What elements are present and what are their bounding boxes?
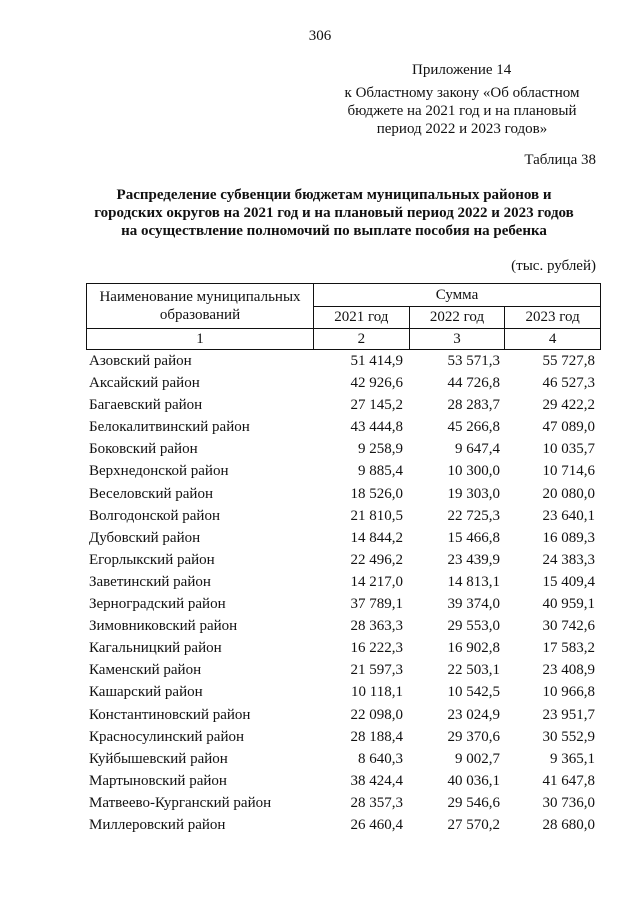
table-row	[86, 483, 601, 505]
law-reference-line: период 2022 и 2023 годов»	[376, 121, 548, 137]
title-line: Распределение субвенции бюджетам муниципальных районов и	[116, 187, 552, 203]
value-2023: 15 409,4	[542, 573, 595, 590]
value-2023: 28 680,0	[542, 816, 595, 833]
value-2022: 10 542,5	[447, 684, 500, 701]
table-row	[86, 637, 601, 659]
value-2021: 9 885,4	[358, 463, 403, 480]
header-sum-column: Сумма	[314, 284, 601, 307]
value-2021: 26 460,4	[350, 816, 403, 833]
value-2022: 15 466,8	[447, 529, 500, 546]
table-row	[86, 571, 601, 593]
municipality-name: Кашарский район	[89, 684, 203, 701]
value-2023: 16 089,3	[542, 529, 595, 546]
value-2022: 53 571,3	[447, 353, 500, 369]
table-row	[86, 416, 601, 438]
value-2023: 23 640,1	[542, 507, 595, 524]
value-2023: 24 383,3	[542, 551, 595, 568]
table-row	[86, 460, 601, 482]
municipality-name: Матвеево-Курганский район	[89, 794, 272, 811]
value-2021: 21 597,3	[350, 662, 403, 679]
value-2022: 22 725,3	[447, 507, 500, 524]
table-row	[86, 593, 601, 615]
table-row	[86, 726, 601, 748]
table-row	[86, 748, 601, 770]
municipality-name: Зимовниковский район	[89, 618, 238, 635]
value-2023: 40 959,1	[542, 596, 595, 613]
value-2023: 41 647,8	[542, 772, 595, 789]
column-index: 2	[314, 329, 410, 350]
municipality-name: Красносулинский район	[89, 728, 245, 745]
header-year-2021: 2021 год	[314, 307, 410, 329]
municipality-name: Мартыновский район	[89, 772, 227, 789]
value-2022: 45 266,8	[447, 419, 500, 436]
page-number: 306	[308, 28, 332, 44]
table-row	[86, 549, 601, 571]
value-2021: 28 188,4	[350, 728, 403, 745]
appendix-label: Приложение 14	[412, 62, 512, 78]
value-2022: 9 002,7	[455, 750, 500, 767]
value-2023: 23 408,9	[542, 662, 595, 679]
table-row	[86, 438, 601, 460]
document-title	[84, 186, 584, 240]
value-2022: 39 374,0	[447, 596, 500, 613]
municipality-name: Егорлыкский район	[89, 551, 215, 568]
value-2022: 14 813,1	[447, 573, 500, 590]
value-2023: 17 583,2	[542, 640, 595, 657]
table-header	[86, 283, 601, 350]
value-2023: 29 422,2	[542, 397, 595, 414]
column-index: 3	[409, 329, 505, 350]
value-2022: 29 553,0	[447, 618, 500, 635]
value-2021: 14 217,0	[350, 573, 403, 590]
table-body	[86, 350, 601, 836]
municipality-name: Заветинский район	[89, 573, 211, 590]
law-reference-line: к Областному закону «Об областном	[344, 85, 580, 101]
value-2021: 37 789,1	[350, 596, 403, 613]
value-2021: 28 363,3	[350, 618, 403, 635]
law-reference	[330, 84, 594, 138]
value-2023: 20 080,0	[542, 485, 595, 502]
value-2022: 9 647,4	[455, 441, 500, 458]
header-year-2022: 2022 год	[409, 307, 505, 329]
table-row	[86, 372, 601, 394]
units-label: (тыс. рублей)	[511, 258, 596, 274]
table-row	[86, 681, 601, 703]
value-2022: 23 439,9	[447, 551, 500, 568]
header-name-line: Наименование муниципальных	[99, 289, 301, 305]
value-2022: 29 370,6	[447, 728, 500, 745]
value-2021: 10 118,1	[351, 684, 403, 701]
column-index: 4	[505, 329, 601, 350]
value-2022: 22 503,1	[447, 662, 500, 679]
value-2021: 27 145,2	[350, 397, 403, 414]
municipality-name: Аксайский район	[89, 375, 200, 392]
table-row	[86, 814, 601, 836]
value-2021: 16 222,3	[350, 640, 403, 657]
value-2021: 43 444,8	[350, 419, 403, 436]
municipality-name: Кагальницкий район	[89, 640, 222, 657]
value-2021: 22 098,0	[350, 706, 403, 723]
value-2022: 40 036,1	[447, 772, 500, 789]
value-2022: 27 570,2	[447, 816, 500, 833]
municipality-name: Веселовский район	[89, 485, 213, 502]
column-index: 1	[87, 329, 314, 350]
value-2021: 8 640,3	[358, 750, 403, 767]
municipality-name: Константиновский район	[89, 706, 251, 723]
value-2022: 16 902,8	[447, 640, 500, 657]
municipality-name: Азовский район	[89, 353, 192, 369]
municipality-name: Миллеровский район	[89, 816, 226, 833]
title-line: городских округов на 2021 год и на плановый период 2022 и 2023 годов	[94, 205, 574, 221]
table-row	[86, 792, 601, 814]
table-row	[86, 527, 601, 549]
header-name-line: образований	[159, 307, 241, 323]
value-2021: 38 424,4	[350, 772, 403, 789]
value-2023: 47 089,0	[542, 419, 595, 436]
law-reference-line: бюджете на 2021 год и на плановый	[347, 103, 577, 119]
value-2021: 14 844,2	[350, 529, 403, 546]
table-row	[86, 615, 601, 637]
value-2021: 42 926,6	[350, 375, 403, 392]
municipality-name: Зерноградский район	[89, 596, 226, 613]
table-number: Таблица 38	[524, 152, 596, 168]
value-2023: 30 742,6	[542, 618, 595, 635]
table-row	[86, 770, 601, 792]
title-line: на осуществление полномочий по выплате пособия на ребенка	[121, 223, 547, 239]
value-2023: 10 966,8	[542, 684, 595, 701]
municipality-name: Дубовский район	[89, 529, 201, 546]
table-row	[86, 350, 601, 372]
table-row	[86, 704, 601, 726]
value-2023: 30 552,9	[542, 728, 595, 745]
value-2021: 22 496,2	[350, 551, 403, 568]
value-2023: 55 727,8	[542, 353, 595, 369]
municipality-name: Багаевский район	[89, 397, 203, 414]
value-2023: 23 951,7	[542, 706, 595, 723]
value-2023: 46 527,3	[542, 375, 595, 392]
municipality-name: Белокалитвинский район	[89, 419, 250, 436]
value-2023: 10 714,6	[542, 463, 595, 480]
value-2021: 18 526,0	[350, 485, 403, 502]
value-2021: 21 810,5	[350, 507, 403, 524]
municipality-name: Волгодонской район	[89, 507, 220, 524]
value-2022: 29 546,6	[447, 794, 500, 811]
value-2022: 10 300,0	[447, 463, 500, 480]
value-2021: 51 414,9	[350, 353, 403, 369]
municipality-name: Верхнедонской район	[89, 463, 229, 480]
municipality-name: Куйбышевский район	[89, 750, 228, 767]
municipality-name: Боковский район	[89, 441, 198, 458]
value-2021: 9 258,9	[358, 441, 403, 458]
value-2022: 44 726,8	[447, 375, 500, 392]
value-2023: 10 035,7	[542, 441, 595, 458]
header-name-column	[87, 284, 314, 329]
value-2022: 19 303,0	[447, 485, 500, 502]
value-2022: 28 283,7	[447, 397, 500, 414]
table-row	[86, 505, 601, 527]
value-2022: 23 024,9	[447, 706, 500, 723]
municipality-name: Каменский район	[89, 662, 202, 679]
table-row	[86, 659, 601, 681]
value-2023: 9 365,1	[550, 750, 595, 767]
value-2021: 28 357,3	[350, 794, 403, 811]
table-row	[86, 394, 601, 416]
value-2023: 30 736,0	[542, 794, 595, 811]
header-year-2023: 2023 год	[505, 307, 601, 329]
